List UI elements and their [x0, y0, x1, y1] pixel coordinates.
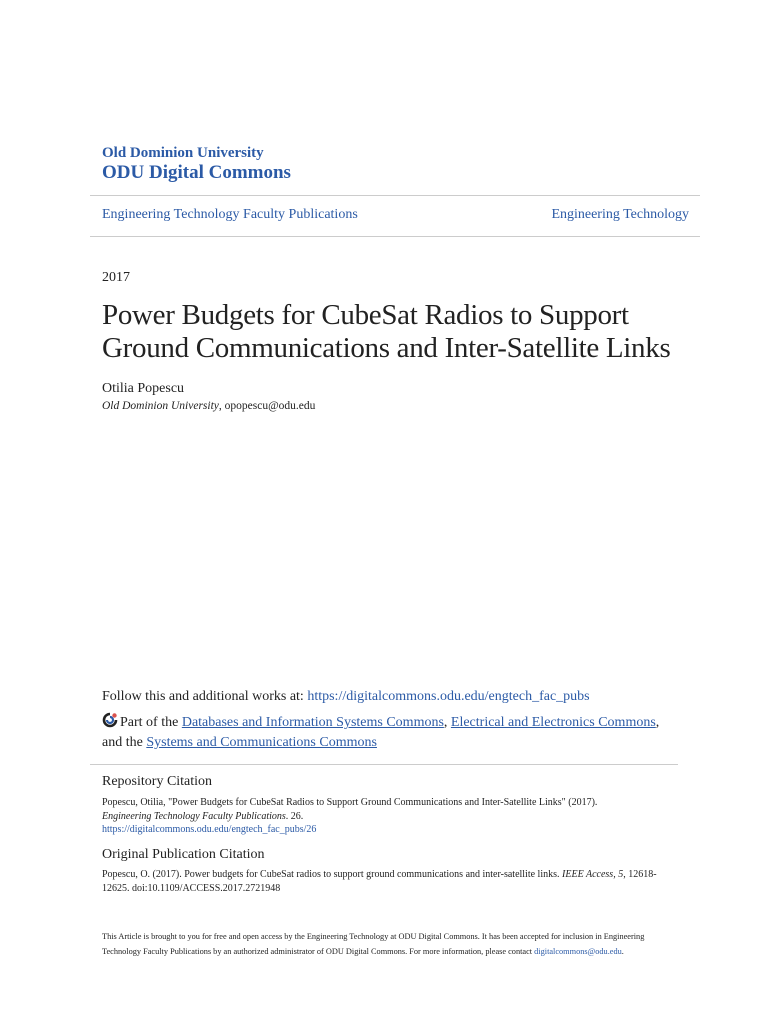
- repository-citation-heading: Repository Citation: [102, 774, 213, 789]
- access-notice-period: .: [621, 946, 624, 956]
- series-link[interactable]: Engineering Technology Faculty Publications: [102, 207, 358, 222]
- part-of-sep2: ,: [655, 715, 660, 730]
- original-citation-text: [102, 868, 662, 895]
- citation-divider: [90, 764, 678, 765]
- repository-citation-url[interactable]: https://digitalcommons.odu.edu/engtech_fac_pubs/26: [102, 824, 317, 835]
- nav-divider: [90, 236, 700, 237]
- site-title-link[interactable]: ODU Digital Commons: [102, 162, 291, 183]
- follow-label: Follow this and additional works at:: [102, 689, 308, 704]
- part-of-sep1: ,: [443, 715, 451, 730]
- open-access-icon: [102, 712, 118, 728]
- commons-link-databases[interactable]: Databases and Information Systems Commons: [181, 715, 444, 730]
- university-name: Old Dominion University: [102, 145, 264, 161]
- original-citation-journal: IEEE Access, 5: [562, 869, 624, 880]
- contact-email-link[interactable]: digitalcommons@odu.edu: [534, 946, 622, 956]
- article-title: Power Budgets for CubeSat Radios to Support Ground Communications and Inter-Satellite Links: [102, 299, 671, 364]
- repository-citation-tail: . 26.: [285, 810, 304, 822]
- author-name: Otilia Popescu: [102, 381, 185, 396]
- author-affiliation: [102, 400, 315, 412]
- access-notice-text: This Article is brought to you for free and open access by the Engineering Technology at ODU Digital Commons. It has been accepted for inclusion in Engineering Technology Faculty Publications by an authorized administrator of ODU Digital Commons. For more information, please contact: [102, 932, 645, 956]
- top-divider: [90, 195, 700, 196]
- part-of-and-the: and the: [102, 735, 147, 750]
- repository-citation-journal: Engineering Technology Faculty Publications: [102, 810, 286, 822]
- part-of-prefix: Part of the: [120, 715, 182, 730]
- original-citation-body: Popescu, O. (2017). Power budgets for CubeSat radios to support ground communications and inter-satellite links.: [102, 869, 563, 880]
- author-email: , opopescu@odu.edu: [218, 400, 316, 412]
- commons-link-systems[interactable]: Systems and Communications Commons: [146, 735, 377, 750]
- department-link[interactable]: Engineering Technology: [551, 207, 689, 222]
- commons-link-electrical[interactable]: Electrical and Electronics Commons: [450, 715, 656, 730]
- repository-citation-text: [102, 796, 682, 837]
- part-of-commons: [102, 712, 682, 753]
- original-citation-tail: , 12618-12625. doi:10.1109/ACCESS.2017.2721948: [102, 869, 657, 894]
- publication-year: 2017: [102, 270, 130, 285]
- collection-url-link[interactable]: https://digitalcommons.odu.edu/engtech_fac_pubs: [307, 689, 590, 704]
- follow-line: [102, 689, 590, 705]
- original-citation-heading: Original Publication Citation: [102, 847, 265, 862]
- access-notice: [102, 930, 672, 959]
- affiliation-name: Old Dominion University: [102, 400, 219, 412]
- repository-citation-line: Popescu, Otilia, "Power Budgets for CubeSat Radios to Support Ground Communications and Inter-Satellite Links" (2017).: [102, 797, 598, 808]
